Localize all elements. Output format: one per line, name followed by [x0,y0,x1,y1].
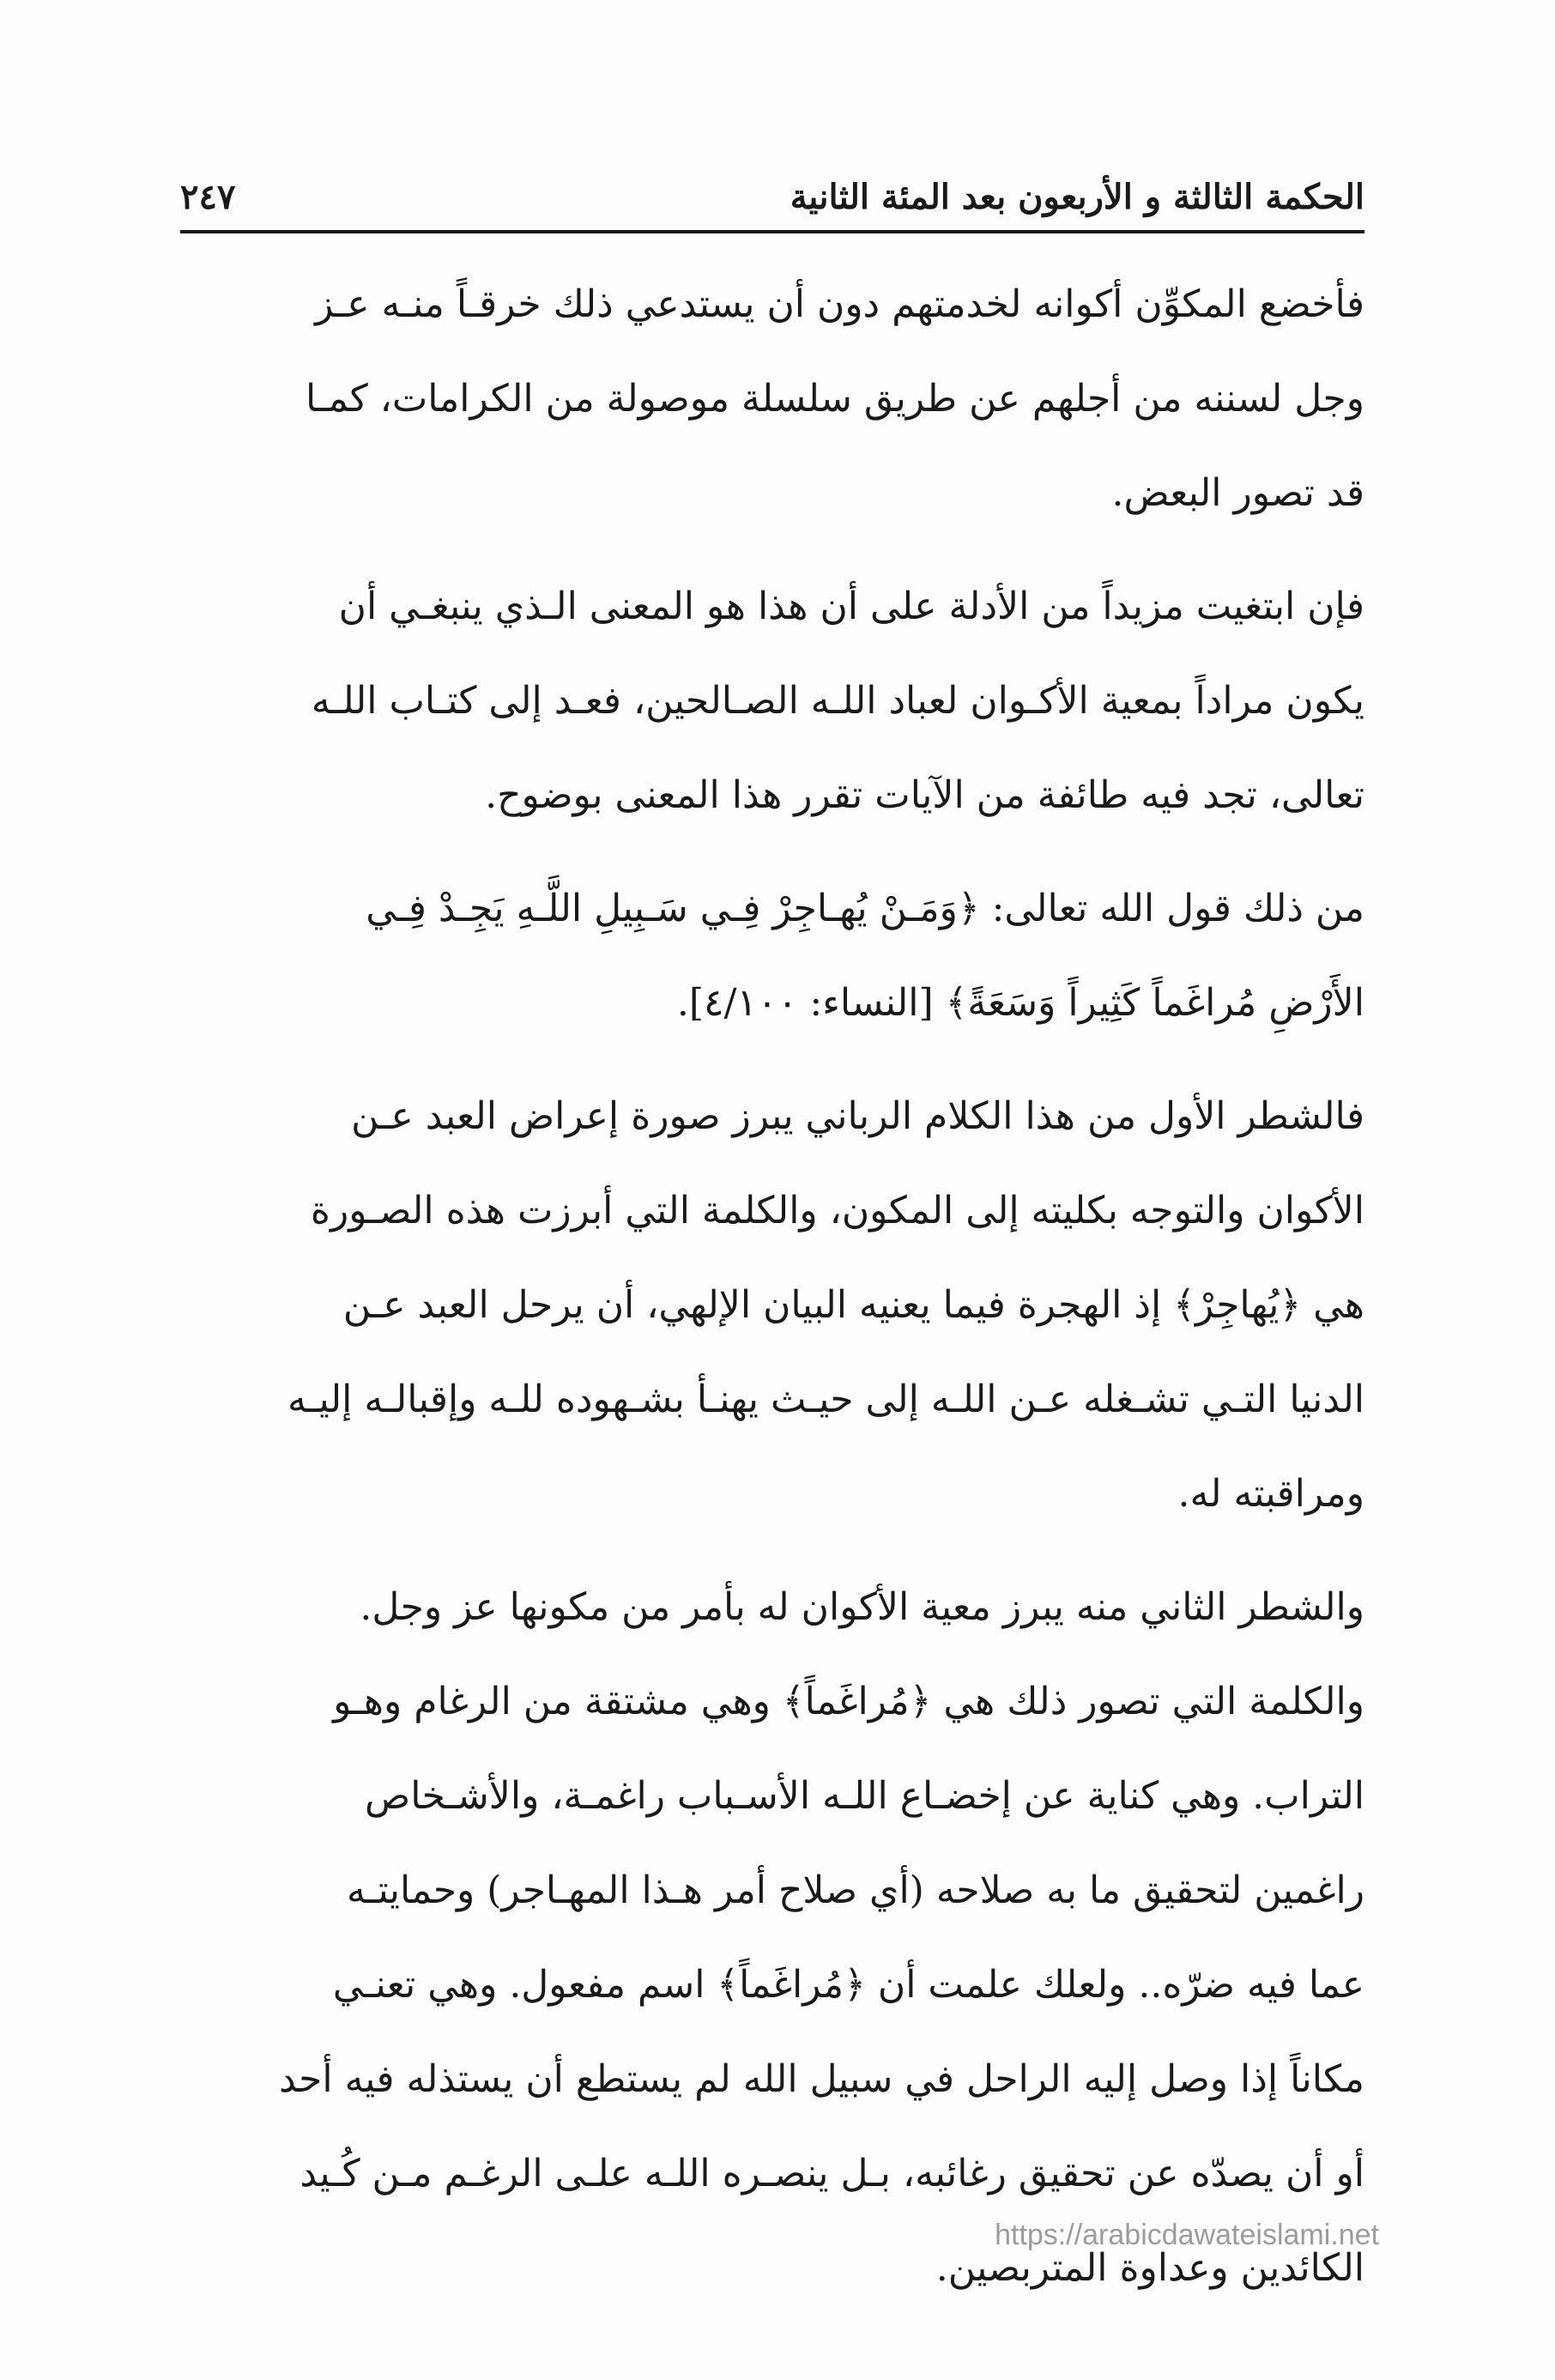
text-line: ومراقبته له. [1177,1472,1364,1516]
header-rule [180,230,1364,233]
running-title: الحكمة الثالثة و الأربعون بعد المئة الثانية [790,177,1364,217]
text-line: وجل لسننه من أجلهم عن طريق سلسلة موصولة من الكرامات، كمـا [305,377,1364,421]
paragraph [180,1560,1364,2316]
text-line: هي ﴿يُهاجِرْ﴾ إذ الهجرة فيما يعنيه البيان الإلهي، أن يرحل العبد عـن [342,1283,1364,1327]
watermark-url: https://arabicdawateislami.net [995,2219,1379,2251]
text-line: فالشطر الأول من هذا الكلام الرباني يبرز صورة إعراض العبد عـن [351,1094,1364,1138]
text-line: التراب. وهي كناية عن إخضـاع اللـه الأسـباب راغمـة، والأشـخاص [365,1774,1364,1818]
body-text [180,257,1364,2335]
text-line: من ذلك قول الله تعالى: ﴿وَمَـنْ يُهـاجِرْ فِـي سَـبِيلِ اللَّـهِ يَجِـدْ فِـي [366,887,1364,930]
page-number: ٢٤٧ [180,177,236,217]
text-line: فأخضع المكوِّن أكوانه لخدمتهم دون أن يستدعي ذلك خرقـاً منـه عـز [315,282,1364,326]
text-line: الكائدين وعداوة المتربصين. [935,2246,1364,2290]
text-line: أو أن يصدّه عن تحقيق رغائبه، بـل ينصـره اللـه علـى الرغـم مـن كُـيد [300,2152,1364,2195]
text-line: والكلمة التي تصور ذلك هي ﴿مُراغَماً﴾ وهي مشتقة من الرغام وهـو [333,1680,1364,1723]
text-line: والشطر الثاني منه يبرز معية الأكوان له بأمر من مكونها عز وجل. [360,1585,1364,1629]
text-line: الدنيا التـي تشـغله عـن اللـه إلى حيـث يهنـأ بشـهوده للـه وإقبالـه إليـه [287,1378,1364,1421]
page-header [180,167,1364,227]
paragraph [180,560,1364,843]
text-line: يكون مراداً بمعية الأكـوان لعباد اللـه الصـالحين، فعـد إلى كتـاب اللـه [311,679,1364,723]
text-line: راغمين لتحقيق ما به صلاحه (أي صلاح أمر هـذا المهـاجر) وحمايتـه [346,1868,1364,1912]
paragraph [180,862,1364,1051]
paragraph [180,1069,1364,1541]
text-line: الأَرْضِ مُراغَماً كَثِيراً وَسَعَةً﴾ [النساء: ٤/١٠٠]. [676,981,1364,1025]
paragraph [180,257,1364,541]
text-line: فإن ابتغيت مزيداً من الأدلة على أن هذا هو المعنى الـذي ينبغـي أن [338,584,1364,628]
text-line: قد تصور البعض. [1111,471,1364,515]
text-line: تعالى، تجد فيه طائفة من الآيات تقرر هذا المعنى بوضوح. [485,773,1364,817]
text-line: الأكوان والتوجه بكليته إلى المكون، والكلمة التي أبرزت هذه الصـورة [310,1189,1364,1232]
text-line: عما فيه ضرّه.. ولعلك علمت أن ﴿مُراغَماً﴾ اسم مفعول. وهي تعنـي [332,1963,1364,2007]
text-line: مكاناً إذا وصل إليه الراحل في سبيل الله لم يستطع أن يستذله فيه أحد [279,2057,1364,2101]
